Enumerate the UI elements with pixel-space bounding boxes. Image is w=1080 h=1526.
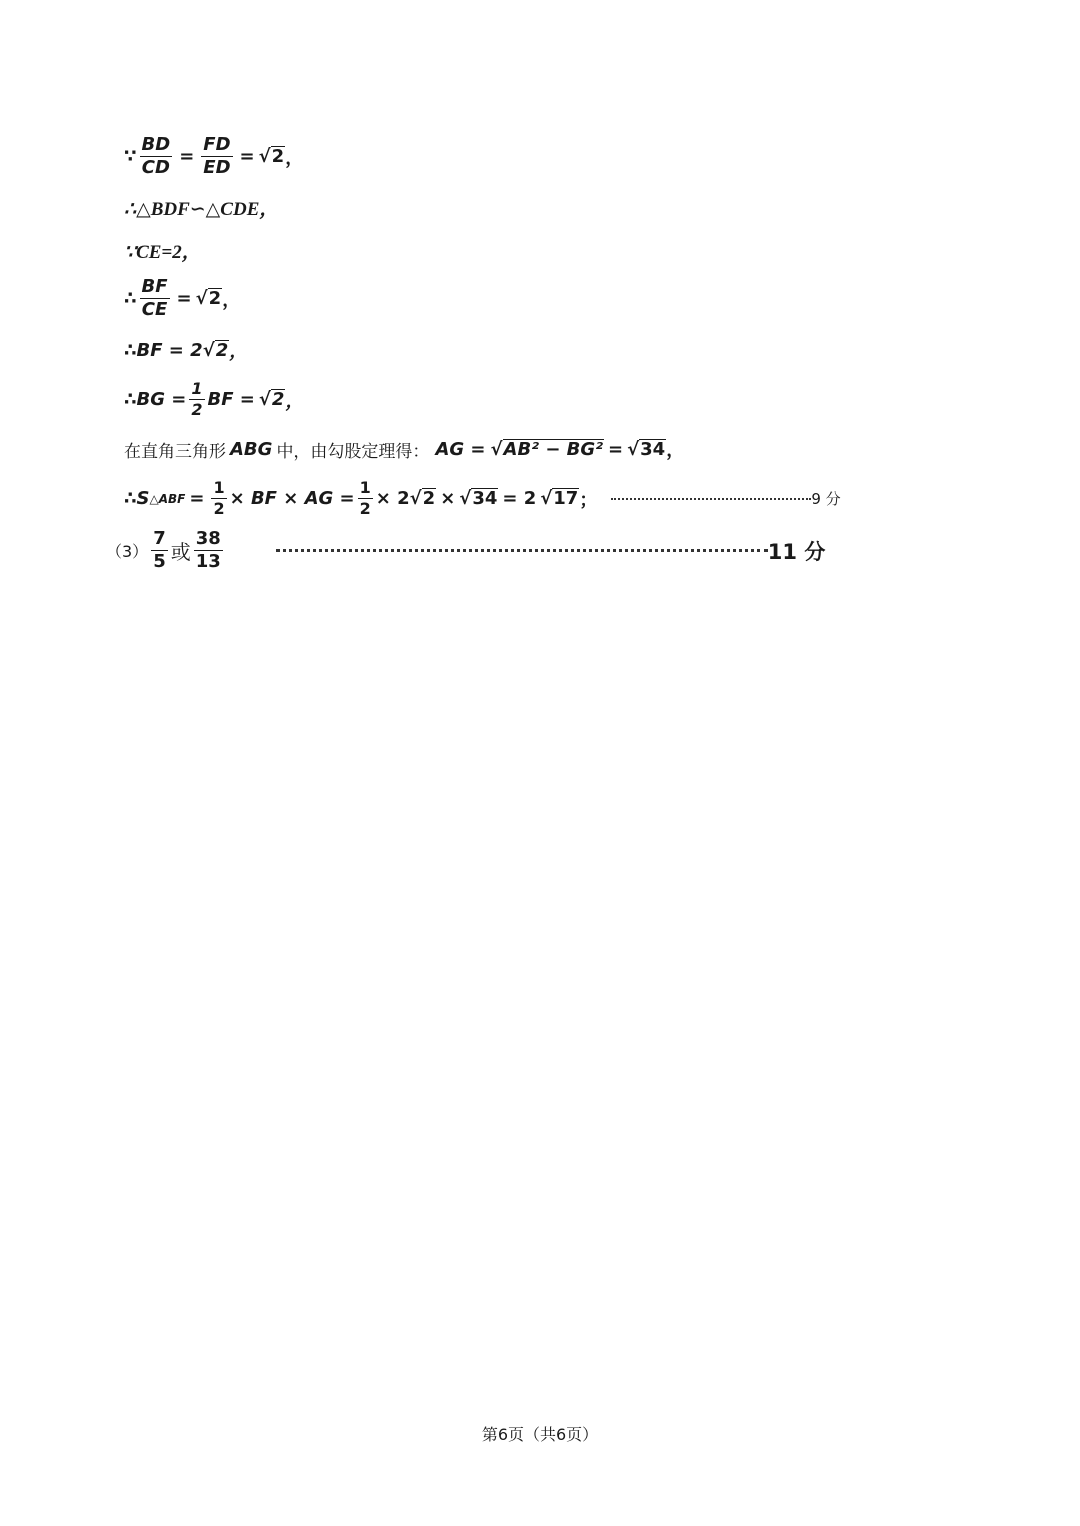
page-number-footer: 第6页（共6页） (481, 1425, 599, 1444)
sqrt-expression: √ 34 (627, 438, 666, 460)
fraction-38-13: $\frac{38}{13}$ (195, 528, 221, 572)
sqrt-expression: √ 2 (409, 488, 436, 509)
line-part-three-answer: （3） $\frac{7}{5}$ 或 $\frac{38}{13}$ 11 分 (106, 528, 826, 572)
because-symbol: ∵ (124, 146, 137, 167)
fraction-one-half: $\frac{1}{2}$ (359, 478, 371, 518)
dot-leader (276, 549, 768, 552)
fraction-fd-ed: $\frac{FD}{ED}$ (203, 134, 231, 178)
line-pythagorean: 在直角三角形 ABG 中，由勾股定理得： AG = √ AB² − BG² = √ 34 ， (124, 438, 685, 462)
sqrt-expression: √ 2 (258, 146, 285, 167)
fraction-bd-cd: $\frac{BD}{CD}$ (141, 134, 171, 178)
fraction-bf-ce: $\frac{BF}{CE}$ (141, 276, 168, 320)
sqrt-expression: √ 2 (202, 339, 229, 361)
line-bf-ce-ratio: ∴ $\frac{BF}{CE}$ = √ 2 ， (124, 276, 241, 320)
line-bf-value: ∴BF = 2 √ 2 ， (124, 339, 248, 362)
dot-leader (611, 498, 811, 500)
line-area-calculation: ∴ S △ABF = $\frac{1}{2}$ × BF × AG = $\frac{1}{2}$ × 2 √ 2 × √ 34 = 2 √ 17 ； 9 分 (124, 478, 841, 518)
fraction-one-half: $\frac{1}{2}$ (213, 478, 225, 518)
fraction-seven-fifths: $\frac{7}{5}$ (153, 528, 166, 572)
sqrt-expression: √ 17 (540, 488, 579, 509)
line-ratio-equality: ∵ $\frac{BD}{CD}$ = $\frac{FD}{ED}$ = √ 2 ， (124, 134, 304, 178)
line-ce-value: ∵CE=2， (124, 242, 201, 263)
fraction-one-half: $\frac{1}{2}$ (191, 379, 203, 419)
line-bg-value: ∴BG = $\frac{1}{2}$ BF = √ 2 ， (124, 379, 304, 419)
sqrt-expression: √ 2 (258, 389, 285, 410)
score-label: 9 分 (811, 490, 841, 508)
sqrt-expression: √ 34 (459, 488, 498, 509)
line-similar-triangles: ∴△BDF∽△CDE， (124, 199, 279, 220)
sqrt-expression: √ 2 (195, 288, 222, 309)
sqrt-expression: √ AB² − BG² (490, 438, 604, 460)
score-label: 11 分 (767, 539, 826, 564)
